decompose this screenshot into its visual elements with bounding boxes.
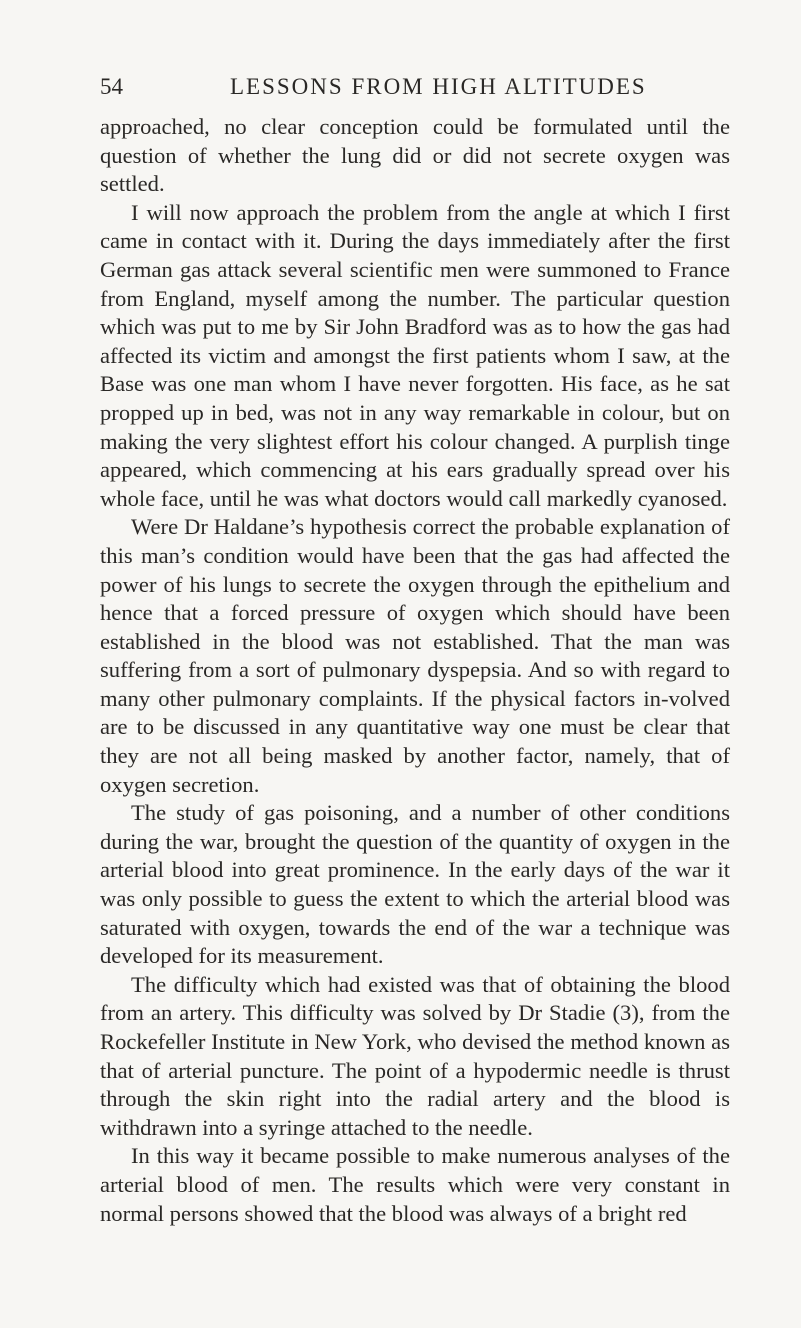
paragraph-3: Were Dr Haldane’s hypothesis correct the probable explanation of this man’s condition would have been that the gas had affected the power of his lungs to secrete the oxygen through the epithelium and hence that a forced pressure of oxygen which should have been established in the blood was not established. That the man was suffering from a sort of pulmonary dyspepsia. And so with regard to many other pulmonary complaints. If the physical factors in-volved are to be discussed in any quantitative way one must be clear that they are not all being masked by another factor, namely, that of oxygen secretion. xyxy=(100,514,730,797)
page-number: 54 xyxy=(100,74,123,99)
paragraph-1: approached, no clear conception could be formulated until the question of whether the lung did or did not secrete oxygen was settled. xyxy=(100,114,730,197)
body-text xyxy=(100,113,730,1228)
running-head xyxy=(100,70,730,104)
paragraph-2: I will now approach the problem from the angle at which I first came in contact with it. During the days immediately after the first German gas attack several scientific men were summoned to France from England, myself among the number. The particular question which was put to me by Sir John Bradford was as to how the gas had affected its victim and amongst the first patients whom I saw, at the Base was one man whom I have never forgotten. His face, as he sat propped up in bed, was not in any way remarkable in colour, but on making the very slightest effort his colour changed. A purplish tinge appeared, which commencing at his ears gradually spread over his whole face, until he was what doctors would call markedly cyanosed. xyxy=(100,199,730,511)
paragraph-4: The study of gas poisoning, and a number of other conditions during the war, brought the question of the quantity of oxygen in the arterial blood into great prominence. In the early days of the war it was only possible to guess the extent to which the arterial blood was saturated with oxygen, towards the end of the war a technique was developed for its measurement. xyxy=(100,800,730,969)
paragraph-6: In this way it became possible to make numerous analyses of the arterial blood of men. The results which were very constant in normal persons showed that the blood was always of a bright red xyxy=(100,1143,730,1226)
running-title: LESSONS FROM HIGH ALTITUDES xyxy=(230,74,647,99)
paragraph-5: The difficulty which had existed was that of obtaining the blood from an artery. This difficulty was solved by Dr Stadie (3), from the Rockefeller Institute in New York, who devised the method known as that of arterial puncture. The point of a hypodermic needle is thrust through the skin right into the radial artery and the blood is withdrawn into a syringe attached to the needle. xyxy=(100,971,730,1140)
